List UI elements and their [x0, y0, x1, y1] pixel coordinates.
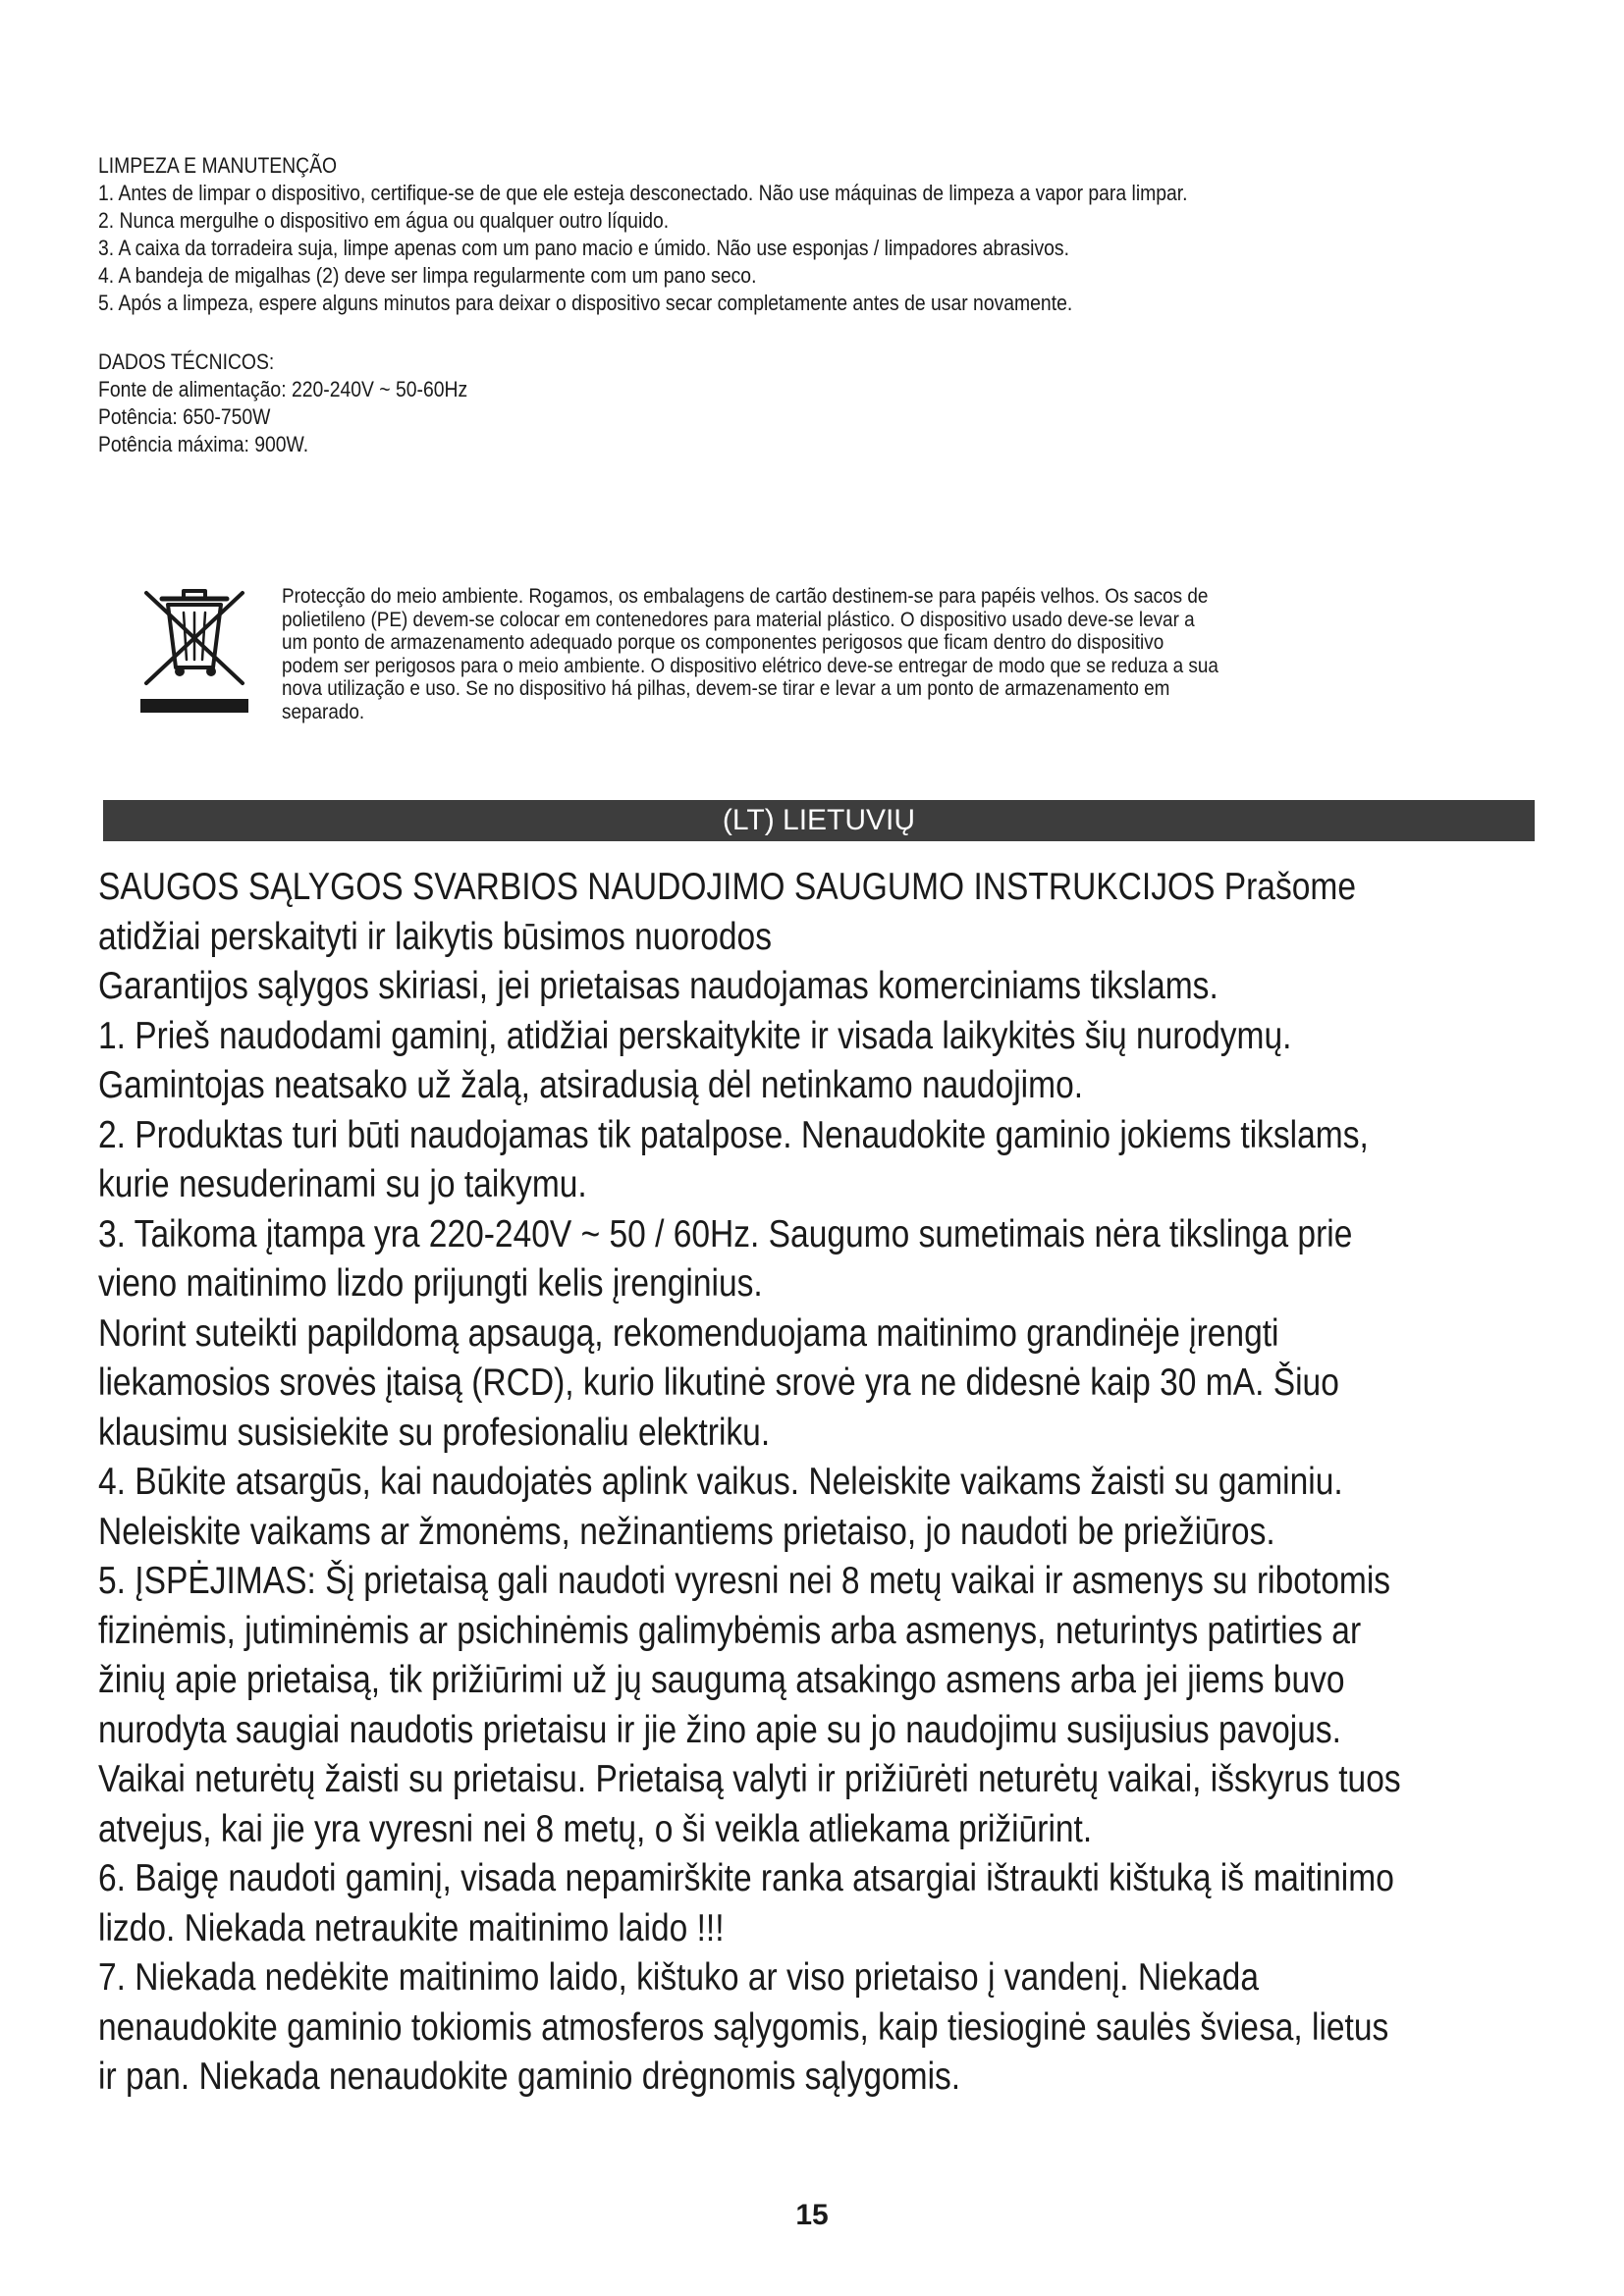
- lithuanian-line: 3. Taikoma įtampa yra 220-240V ~ 50 / 60Hz. Saugumo sumetimais nėra tikslinga prie: [98, 1212, 1353, 1255]
- lithuanian-line: lizdo. Niekada netraukite maitinimo laido !!!: [98, 1906, 725, 1949]
- technical-item: Potência máxima: 900W.: [98, 432, 309, 456]
- lithuanian-line: nenaudokite gaminio tokiomis atmosferos sąlygomis, kaip tiesioginė saulės šviesa, lietus: [98, 2005, 1389, 2049]
- technical-item: Fonte de alimentação: 220-240V ~ 50-60Hz: [98, 377, 468, 401]
- environment-line: um ponto de armazenamento adequado porque os componentes perigosos que ficam dentro do dispositivo: [282, 630, 1164, 655]
- lithuanian-line: 1. Prieš naudodami gaminį, atidžiai perskaitykite ir visada laikykitės šių nurodymų.: [98, 1014, 1292, 1057]
- lithuanian-line: Garantijos sąlygos skiriasi, jei prietaisas naudojamas komerciniams tikslams.: [98, 965, 1218, 1007]
- cleaning-item: 5. Após a limpeza, espere alguns minutos para deixar o dispositivo secar completamente antes de usar novamente.: [98, 291, 1073, 315]
- cleaning-item: 1. Antes de limpar o dispositivo, certifique-se de que ele esteja desconectado. Não use máquinas de limpeza a vapor para limpar.: [98, 181, 1188, 205]
- lithuanian-line: 7. Niekada nedėkite maitinimo laido, kištuko ar viso prietaiso į vandenį. Niekada: [98, 1956, 1259, 1999]
- page-number: 15: [795, 2199, 829, 2231]
- cleaning-item: 4. A bandeja de migalhas (2) deve ser limpa regularmente com um pano seco.: [98, 263, 757, 288]
- lithuanian-line: fizinėmis, jutiminėmis ar psichinėmis galimybėmis arba asmenys, neturintys patirties ar: [98, 1609, 1362, 1652]
- lithuanian-line: Gamintojas neatsako už žalą, atsiradusią dėl netinkamo naudojimo.: [98, 1064, 1084, 1106]
- language-banner: [103, 800, 1535, 841]
- lithuanian-line: Norint suteikti papildomą apsaugą, rekomenduojama maitinimo grandinėje įrengti: [98, 1311, 1279, 1355]
- lithuanian-line: Neleiskite vaikams ar žmonėms, nežinantiems prietaiso, jo naudoti be priežiūros.: [98, 1510, 1275, 1553]
- lithuanian-line: 4. Būkite atsargūs, kai naudojatės aplink vaikus. Neleiskite vaikams žaisti su gaminiu.: [98, 1461, 1343, 1503]
- environment-line: Protecção do meio ambiente. Rogamos, os embalagens de cartão destinem-se para papéis velhos. Os sacos de: [282, 584, 1209, 608]
- lithuanian-line: 2. Produktas turi būti naudojamas tik patalpose. Nenaudokite gaminio jokiems tikslams,: [98, 1113, 1369, 1156]
- lithuanian-line: atvejus, kai jie yra vyresni nei 8 metų, o ši veikla atliekama prižiūrint.: [98, 1807, 1093, 1850]
- environment-line: separado.: [282, 699, 365, 723]
- lithuanian-line: vieno maitinimo lizdo prijungti kelis įrenginius.: [98, 1262, 763, 1305]
- environment-line: podem ser perigosos para o meio ambiente. O dispositivo elétrico deve-se entregar de modo que se reduza a sua: [282, 653, 1218, 677]
- crossed-out-wheelie-bin-icon: [140, 585, 248, 715]
- environment-line: polietileno (PE) devem-se colocar em contenedores para material plástico. O dispositivo usado deve-se levar a: [282, 607, 1195, 631]
- cleaning-item: 3. A caixa da torradeira suja, limpe apenas com um pano macio e úmido. Não use esponjas / limpadores abrasivos.: [98, 236, 1069, 260]
- lithuanian-line: Vaikai neturėtų žaisti su prietaisu. Prietaisą valyti ir prižiūrėti neturėtų vaikai, išskyrus tuos: [98, 1758, 1401, 1800]
- lithuanian-line: klausimu susisiekite su profesionaliu elektriku.: [98, 1411, 771, 1454]
- lithuanian-line: atidžiai perskaityti ir laikytis būsimos nuorodos: [98, 915, 772, 958]
- lithuanian-line: žinių apie prietaisą, tik prižiūrimi už jų saugumą atsakingo asmens arba jei jiems buvo: [98, 1659, 1345, 1701]
- environment-text: [282, 585, 1558, 724]
- lithuanian-line: liekamosios srovės įtaisą (RCD), kurio likutinė srovė yra ne didesnė kaip 30 mA. Šiuo: [98, 1362, 1339, 1404]
- environment-notice: [140, 585, 1554, 752]
- technical-item: Potência: 650-750W: [98, 404, 271, 429]
- lithuanian-section: [98, 863, 1551, 2103]
- portuguese-section: [98, 152, 1551, 458]
- environment-line: nova utilização e uso. Se no dispositivo há pilhas, devem-se tirar e levar a um ponto de armazenamento em: [282, 676, 1170, 701]
- cleaning-heading: LIMPEZA E MANUTENÇÃO: [98, 153, 338, 178]
- lithuanian-line: ir pan. Niekada nenaudokite gaminio drėgnomis sąlygomis.: [98, 2056, 961, 2098]
- technical-heading: DADOS TÉCNICOS:: [98, 349, 275, 374]
- lithuanian-line: kurie nesuderinami su jo taikymu.: [98, 1163, 587, 1205]
- cleaning-item: 2. Nunca mergulhe o dispositivo em água ou qualquer outro líquido.: [98, 208, 670, 233]
- lithuanian-line: SAUGOS SĄLYGOS SVARBIOS NAUDOJIMO SAUGUMO INSTRUKCIJOS Prašome: [98, 866, 1356, 908]
- lithuanian-line: 6. Baigę naudoti gaminį, visada nepamirškite ranka atsargiai ištraukti kištuką iš maitinimo: [98, 1857, 1394, 1899]
- language-banner-label: (LT) LIETUVIŲ: [722, 804, 916, 836]
- lithuanian-line: nurodyta saugiai naudotis prietaisu ir jie žino apie su jo naudojimu susijusius pavojus.: [98, 1708, 1341, 1751]
- lithuanian-line: 5. ĮSPĖJIMAS: Šį prietaisą gali naudoti vyresni nei 8 metų vaikai ir asmenys su ribotomis: [98, 1560, 1391, 1602]
